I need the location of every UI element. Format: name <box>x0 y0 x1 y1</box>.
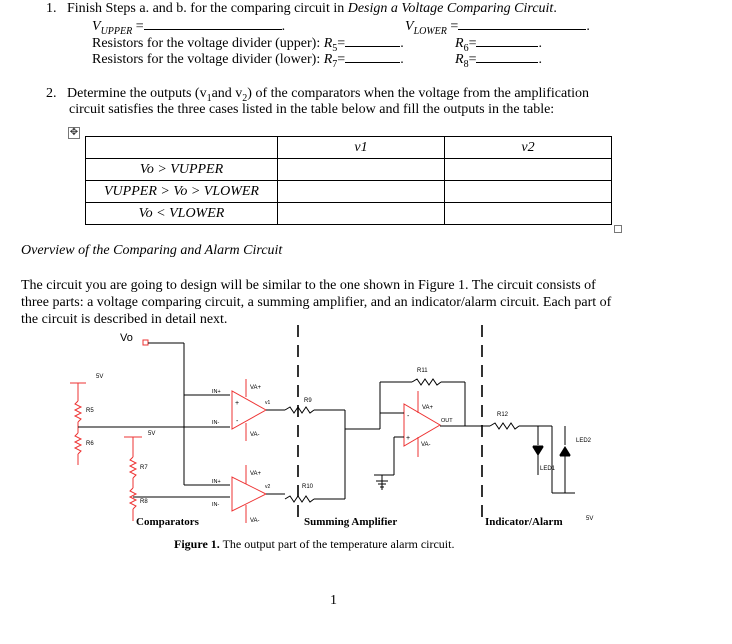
r8-text: R8 <box>140 499 148 505</box>
table-header-v2: v2 <box>445 137 612 159</box>
step2-line1: 2. Determine the outputs ($v_1and$ $v_2$) of the comparators when the voltage from the amplification <box>46 86 590 104</box>
v-lower-sub: LOWER <box>413 25 447 37</box>
step2-text-a: Determine the outputs (v <box>67 86 207 101</box>
r6-row: $R_6=$ . <box>455 36 542 54</box>
comp1-in-minus: IN- <box>212 420 220 426</box>
figure-caption-text: The output part of the temperature alarm circuit. <box>219 537 455 551</box>
r11-text: R11 <box>417 368 428 374</box>
sum-va-minus: VA- <box>421 442 431 448</box>
table-row-label: Vo < VLOWER <box>86 203 278 225</box>
step1-number: 1. <box>46 1 57 16</box>
comp2-va-minus: VA- <box>250 518 260 524</box>
step1-period: . <box>553 1 557 16</box>
vo-label: Vo <box>120 332 133 344</box>
r7-sub: 7 <box>332 58 338 70</box>
r12-resistor <box>490 423 519 429</box>
vo-terminal <box>143 340 148 345</box>
table-cell[interactable] <box>445 181 612 203</box>
r9-resistor <box>285 407 314 413</box>
overview-para-line2: three parts: a voltage comparing circuit, a summing amplifier, and an indicator/alarm circuit. Each part of <box>21 295 612 310</box>
section-summing: Summing Amplifier <box>304 516 398 528</box>
step1-title: Design a Voltage Comparing Circuit <box>347 1 554 16</box>
r6-sub: 6 <box>463 42 469 54</box>
sum-va-plus: VA+ <box>422 405 434 411</box>
table-row <box>86 181 612 203</box>
svg-text:+: + <box>406 435 411 442</box>
v5-label-b: 5V <box>148 431 156 437</box>
upper-resistors-row: Resistors for the voltage divider (upper): $R_5=$ . <box>92 36 404 54</box>
table-row-label: Vo > VUPPER <box>86 159 278 181</box>
v-upper-sub: UPPER <box>100 25 133 37</box>
step2-line2: circuit satisfies the three cases listed in the table below and fill the outputs in the table: <box>69 102 555 117</box>
v-lower-row: $V_{LOWER}$ = . <box>405 19 590 37</box>
step1-line1 <box>46 1 557 17</box>
comp1-v1: v1 <box>265 400 271 406</box>
svg-text:+: + <box>235 400 240 407</box>
svg-text:-: - <box>407 413 410 420</box>
table-header-v1: v1 <box>278 137 445 159</box>
table-cell[interactable] <box>278 181 445 203</box>
v-lower-label: V <box>405 19 414 34</box>
comp2-in-plus: IN+ <box>212 479 221 485</box>
r8-row: $R_8=$ . <box>455 52 542 70</box>
v-lower-eq: = <box>446 19 459 34</box>
r9-text: R9 <box>304 398 312 404</box>
v-upper-label: V <box>92 19 101 34</box>
table-cell[interactable] <box>445 203 612 225</box>
comp1-va-minus: VA- <box>250 432 260 438</box>
table-move-handle-icon[interactable]: ✥ <box>69 127 79 138</box>
table-header-row <box>86 137 612 159</box>
table-row <box>86 203 612 225</box>
step2-text-b: and v <box>211 86 243 101</box>
r8-blank[interactable] <box>476 51 538 63</box>
overview-para-line3: the circuit is described in detail next. <box>21 312 228 327</box>
table-cell[interactable] <box>445 159 612 181</box>
r8-sub: 8 <box>463 58 469 70</box>
r6-resistor <box>75 433 81 454</box>
v-lower-blank[interactable] <box>458 18 586 30</box>
led1-text: LED1 <box>540 466 556 472</box>
r8-label: R <box>455 52 464 67</box>
table-header-blank <box>86 137 278 159</box>
r10-text: R10 <box>302 484 314 490</box>
comp1-in-plus: IN+ <box>212 389 221 395</box>
r5-resistor <box>75 401 81 422</box>
table-row-label: VUPPER > Vo > VLOWER <box>86 181 278 203</box>
figure-caption-label: Figure 1. <box>174 537 220 551</box>
table-cell[interactable] <box>278 159 445 181</box>
lower-resistors-label: Resistors for the voltage divider (lower): <box>92 52 324 67</box>
r10-resistor <box>285 496 314 502</box>
r7-blank[interactable] <box>345 51 400 63</box>
comp2-in-minus: IN- <box>212 502 220 508</box>
upper-resistors-label: Resistors for the voltage divider (upper): <box>92 36 324 51</box>
overview-para-line1: The circuit you are going to design will be similar to the one shown in Figure 1. The circuit consists of <box>21 278 596 293</box>
section-indicator: Indicator/Alarm <box>485 516 563 528</box>
table-cell[interactable] <box>278 203 445 225</box>
step1-text: Finish Steps a. and b. for the comparing circuit in <box>67 1 348 16</box>
led2-text: LED2 <box>576 438 592 444</box>
r5-label: R <box>323 36 333 51</box>
r5-text: R5 <box>86 408 94 414</box>
r7-resistor <box>130 457 136 478</box>
table-row <box>86 159 612 181</box>
r5-blank[interactable] <box>345 35 400 47</box>
step2-text-c: ) of the comparators when the voltage from the amplification <box>247 86 590 101</box>
r7-label: R <box>323 52 333 67</box>
section-comparators: Comparators <box>136 516 199 528</box>
comp2-v2: v2 <box>265 484 271 490</box>
v-upper-row: $V_{UPPER}$ = . <box>92 19 286 37</box>
r12-text: R12 <box>497 412 509 418</box>
page-number: 1 <box>330 593 337 608</box>
v-upper-eq: = <box>132 19 144 34</box>
r11-resistor <box>412 379 441 385</box>
sum-out: OUT <box>441 418 453 424</box>
outputs-table <box>85 136 612 225</box>
table-resize-handle[interactable] <box>614 225 622 233</box>
comp2-va-plus: VA+ <box>250 471 262 477</box>
overview-heading: Overview of the Comparing and Alarm Circuit <box>21 243 283 258</box>
r6-blank[interactable] <box>476 35 538 47</box>
r8-resistor <box>130 488 136 509</box>
r5-sub: 5 <box>332 42 338 54</box>
figure-caption <box>174 537 454 552</box>
lower-resistors-row: Resistors for the voltage divider (lower): $R_7=$ . <box>92 52 404 70</box>
led2-diode <box>560 447 570 455</box>
r6-text: R6 <box>86 441 94 447</box>
step2-number: 2. <box>46 86 57 101</box>
circuit-diagram <box>60 325 680 537</box>
v-upper-blank[interactable] <box>144 18 282 30</box>
comparator-2 <box>232 477 266 511</box>
comp1-va-plus: VA+ <box>250 385 262 391</box>
v5-label-a: 5V <box>96 374 104 380</box>
r7-text: R7 <box>140 465 148 471</box>
v5-label-c: 5V <box>586 516 594 522</box>
svg-text:-: - <box>236 418 239 425</box>
r6-label: R <box>455 36 464 51</box>
led1-diode <box>533 447 543 455</box>
